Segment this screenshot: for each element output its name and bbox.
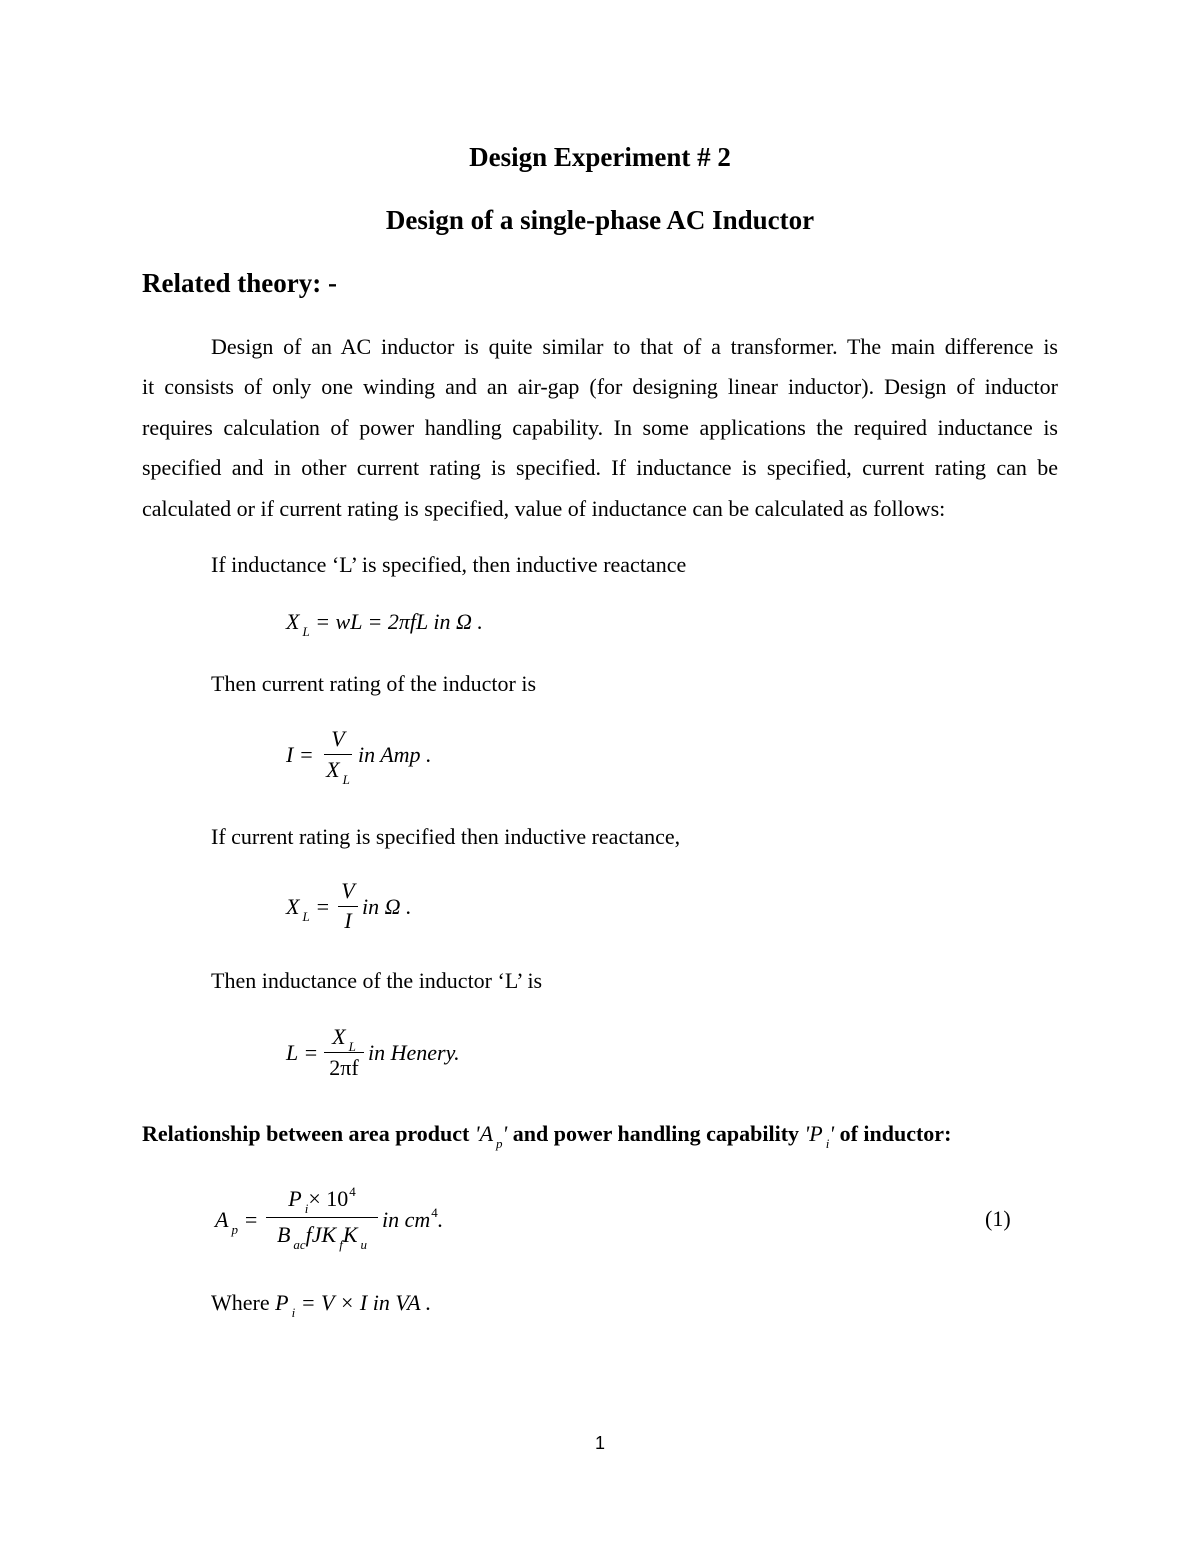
current-denominator [324, 757, 352, 787]
eq1-den-b-sub: ac [293, 1237, 306, 1252]
document-title: Design Experiment # 2 [469, 142, 731, 172]
reactance-var: X [286, 609, 300, 634]
eq1-unit [382, 1207, 443, 1233]
eq1-fraction-bar [266, 1217, 378, 1218]
current-den-sub: L [342, 772, 350, 787]
reactance-rhs: = wL = 2πfL in Ω . [315, 609, 483, 634]
relationship-part3: of inductor: [839, 1121, 952, 1146]
relationship-part2: and power handling capability [512, 1121, 800, 1146]
current-lhs: I = [286, 742, 314, 767]
pi-quote-open: ' [804, 1121, 810, 1146]
ap-var: A [479, 1121, 494, 1146]
section-heading: Related theory: - [142, 268, 337, 298]
eq1-num-times: × 10 [308, 1186, 349, 1211]
inductance-lhs: L = [286, 1040, 319, 1065]
current-numerator: V [331, 726, 345, 751]
where-formula [275, 1290, 432, 1320]
where-rhs: = V × I in VA . [300, 1290, 432, 1315]
inductance-fraction-bar [324, 1052, 364, 1053]
current-unit: in Amp . [358, 742, 432, 767]
eq1-unit-exp: 4 [431, 1205, 438, 1220]
reactance2-var: X [286, 894, 300, 919]
eq1-num-sub: i [304, 1201, 309, 1216]
eq1-lhs [215, 1207, 259, 1237]
pi-sub: i [825, 1136, 830, 1151]
pi-var: P [809, 1121, 823, 1146]
eq1-den-kf-sub: f [339, 1237, 343, 1252]
inductance-num-sub: L [348, 1039, 356, 1054]
paragraph-line-4: specified and in other current rating is specified. If inductance is specified, current rating can be [142, 455, 1058, 480]
eq1-unit-end: . [437, 1207, 444, 1232]
paragraph-line-3: requires calculation of power handling capability. In some applications the required inductance is [142, 415, 1058, 440]
inductance-num-var: X [332, 1024, 346, 1049]
if-current-text: If current rating is specified then inductive reactance, [211, 824, 681, 849]
eq1-denominator [266, 1222, 378, 1252]
reactance2-unit: in Ω . [362, 894, 412, 919]
paragraph-line-5: calculated or if current rating is specified, value of inductance can be calculated as follows: [142, 496, 946, 521]
reactance-formula [286, 609, 483, 639]
where-line [211, 1290, 432, 1320]
reactance2-numerator: V [341, 878, 355, 903]
eq1-numerator [266, 1184, 378, 1216]
current-fraction [324, 722, 352, 792]
inductance-unit: in Henery. [368, 1040, 460, 1065]
eq1-den-b: B [276, 1222, 291, 1247]
where-label: Where [211, 1290, 270, 1315]
page-number: 1 [594, 1433, 605, 1453]
inductance-fraction [324, 1020, 364, 1090]
then-current-text: Then current rating of the inductor is [211, 671, 537, 696]
inductance-numerator [324, 1024, 364, 1054]
ap-quote-open: ' [474, 1121, 480, 1146]
reactance2-denominator: I [344, 908, 352, 933]
relationship-heading [142, 1121, 952, 1151]
current-fraction-bar [324, 754, 352, 755]
equation-number: (1) [985, 1206, 1011, 1231]
paragraph-line-1: Design of an AC inductor is quite similar to that of a transformer. The main difference is [211, 334, 1058, 359]
reactance-sub: L [302, 624, 310, 639]
then-inductance-text: Then inductance of the inductor ‘L’ is [211, 968, 543, 993]
if-inductance-text: If inductance ‘L’ is specified, then inductive reactance [211, 552, 687, 577]
pi-quote-close: ' [829, 1121, 835, 1146]
eq1-den-ku-sub: u [360, 1237, 368, 1252]
current-den-var: X [326, 757, 340, 782]
eq1-unit-text: in cm [382, 1207, 431, 1232]
ap-quote-close: ' [502, 1121, 508, 1146]
where-sub: i [291, 1305, 296, 1320]
eq1-lhs-var: A [215, 1207, 229, 1232]
ap-sub: p [496, 1136, 503, 1151]
reactance2-fraction [338, 874, 358, 940]
document-subtitle: Design of a single-phase AC Inductor [385, 205, 815, 235]
eq1-num-var: P [288, 1186, 302, 1211]
eq1-den-mid: fJK [305, 1222, 337, 1247]
where-var: P [275, 1290, 289, 1315]
reactance2-sub: L [302, 909, 310, 924]
relationship-part1: Relationship between area product [142, 1121, 470, 1146]
reactance2-lhs [286, 894, 331, 924]
reactance2-eq: = [315, 894, 331, 919]
eq1-lhs-sub: p [231, 1222, 238, 1237]
eq1-eq: = [243, 1207, 259, 1232]
eq1-num-exp: 4 [349, 1184, 356, 1199]
inductance-denominator: 2πf [329, 1055, 359, 1080]
eq1-den-k: K [342, 1222, 358, 1247]
paragraph-line-2: it consists of only one winding and an air-gap (for designing linear inductor). Design of inductor [142, 374, 1058, 399]
reactance2-fraction-bar [338, 906, 358, 907]
eq1-fraction [266, 1184, 378, 1254]
